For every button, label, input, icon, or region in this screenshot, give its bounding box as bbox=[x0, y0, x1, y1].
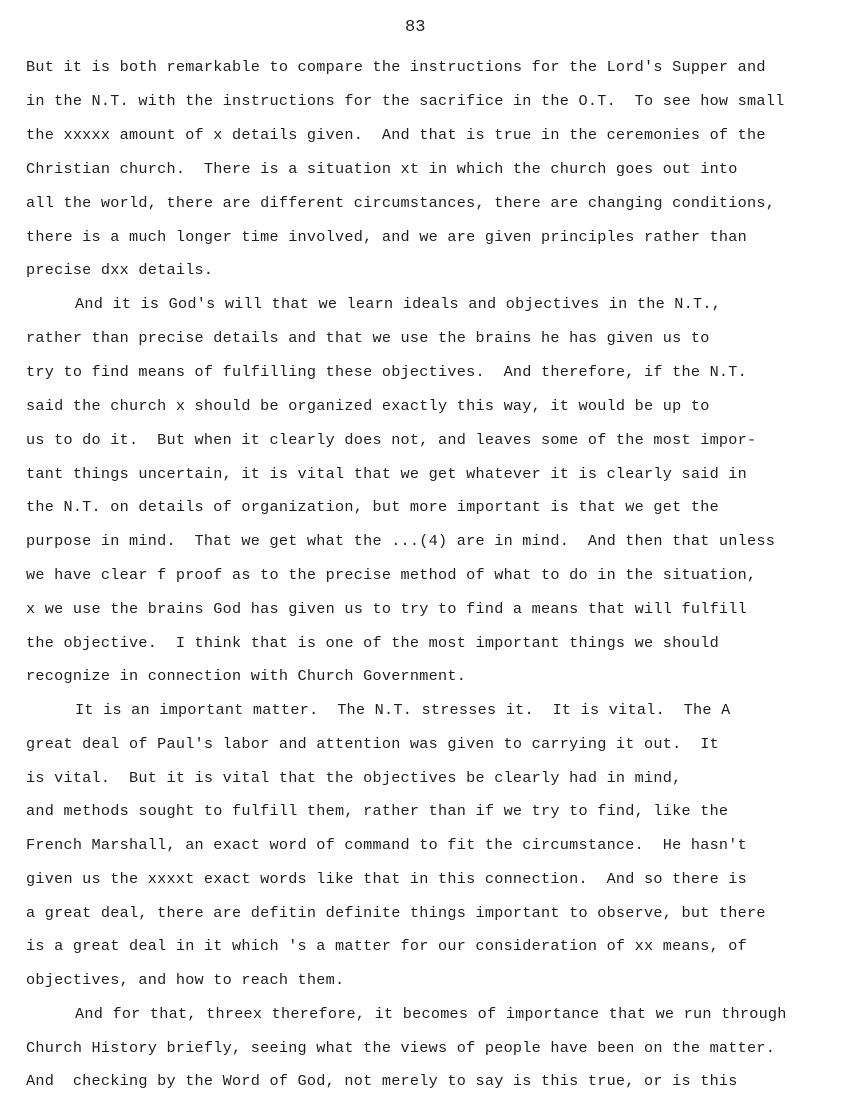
text-line: And for that, threex therefore, it becomes of importance that we run through bbox=[75, 1005, 787, 1023]
text-line: is a great deal in it which 's a matter for our consideration of xx means, of bbox=[26, 937, 748, 955]
text-line: rather than precise details and that we use the brains he has given us to bbox=[26, 329, 710, 347]
text-line: French Marshall, an exact word of command to fit the circumstance. He hasn't bbox=[26, 836, 748, 854]
text-line: great deal of Paul's labor and attention was given to carrying it out. It bbox=[26, 735, 719, 753]
text-line: Church History briefly, seeing what the views of people have been on the matter. bbox=[26, 1039, 776, 1057]
text-line: purpose in mind. That we get what the ...(4) are in mind. And then that unless bbox=[26, 532, 776, 550]
text-line: said the church x should be organized exactly this way, it would be up to bbox=[26, 397, 710, 415]
text-line: Christian church. There is a situation xt in which the church goes out into bbox=[26, 160, 738, 178]
page-number: 83 bbox=[405, 18, 426, 37]
text-line: try to find means of fulfilling these objectives. And therefore, if the N.T. bbox=[26, 363, 748, 381]
text-line: and methods sought to fulfill them, rather than if we try to find, like the bbox=[26, 802, 729, 820]
text-line: And it is God's will that we learn ideals and objectives in the N.T., bbox=[75, 295, 722, 313]
text-line: we have clear f proof as to the precise method of what to do in the situation, bbox=[26, 566, 757, 584]
text-line: the N.T. on details of organization, but more important is that we get the bbox=[26, 498, 719, 516]
text-line: precise dxx details. bbox=[26, 261, 214, 279]
text-line: given us the xxxxt exact words like that in this connection. And so there is bbox=[26, 870, 748, 888]
text-line: all the world, there are different circumstances, there are changing conditions, bbox=[26, 194, 776, 212]
text-line: But it is both remarkable to compare the instructions for the Lord's Supper and bbox=[26, 58, 766, 76]
text-line: recognize in connection with Church Government. bbox=[26, 667, 467, 685]
text-line: It is an important matter. The N.T. stresses it. It is vital. The A bbox=[75, 701, 731, 719]
text-line: there is a much longer time involved, and we are given principles rather than bbox=[26, 228, 748, 246]
text-line: is vital. But it is vital that the objectives be clearly had in mind, bbox=[26, 769, 682, 787]
text-line: tant things uncertain, it is vital that we get whatever it is clearly said in bbox=[26, 465, 748, 483]
text-line: a great deal, there are defitin definite things important to observe, but there bbox=[26, 904, 766, 922]
text-line: in the N.T. with the instructions for the sacrifice in the O.T. To see how small bbox=[26, 92, 785, 110]
text-line: the xxxxx amount of x details given. And that is true in the ceremonies of the bbox=[26, 126, 766, 144]
text-line: x we use the brains God has given us to try to find a means that will fulfill bbox=[26, 600, 748, 618]
text-line: objectives, and how to reach them. bbox=[26, 971, 345, 989]
text-line: And checking by the Word of God, not merely to say is this true, or is this bbox=[26, 1072, 738, 1090]
text-line: us to do it. But when it clearly does not, and leaves some of the most impor- bbox=[26, 431, 757, 449]
text-line: the objective. I think that is one of the most important things we should bbox=[26, 634, 719, 652]
